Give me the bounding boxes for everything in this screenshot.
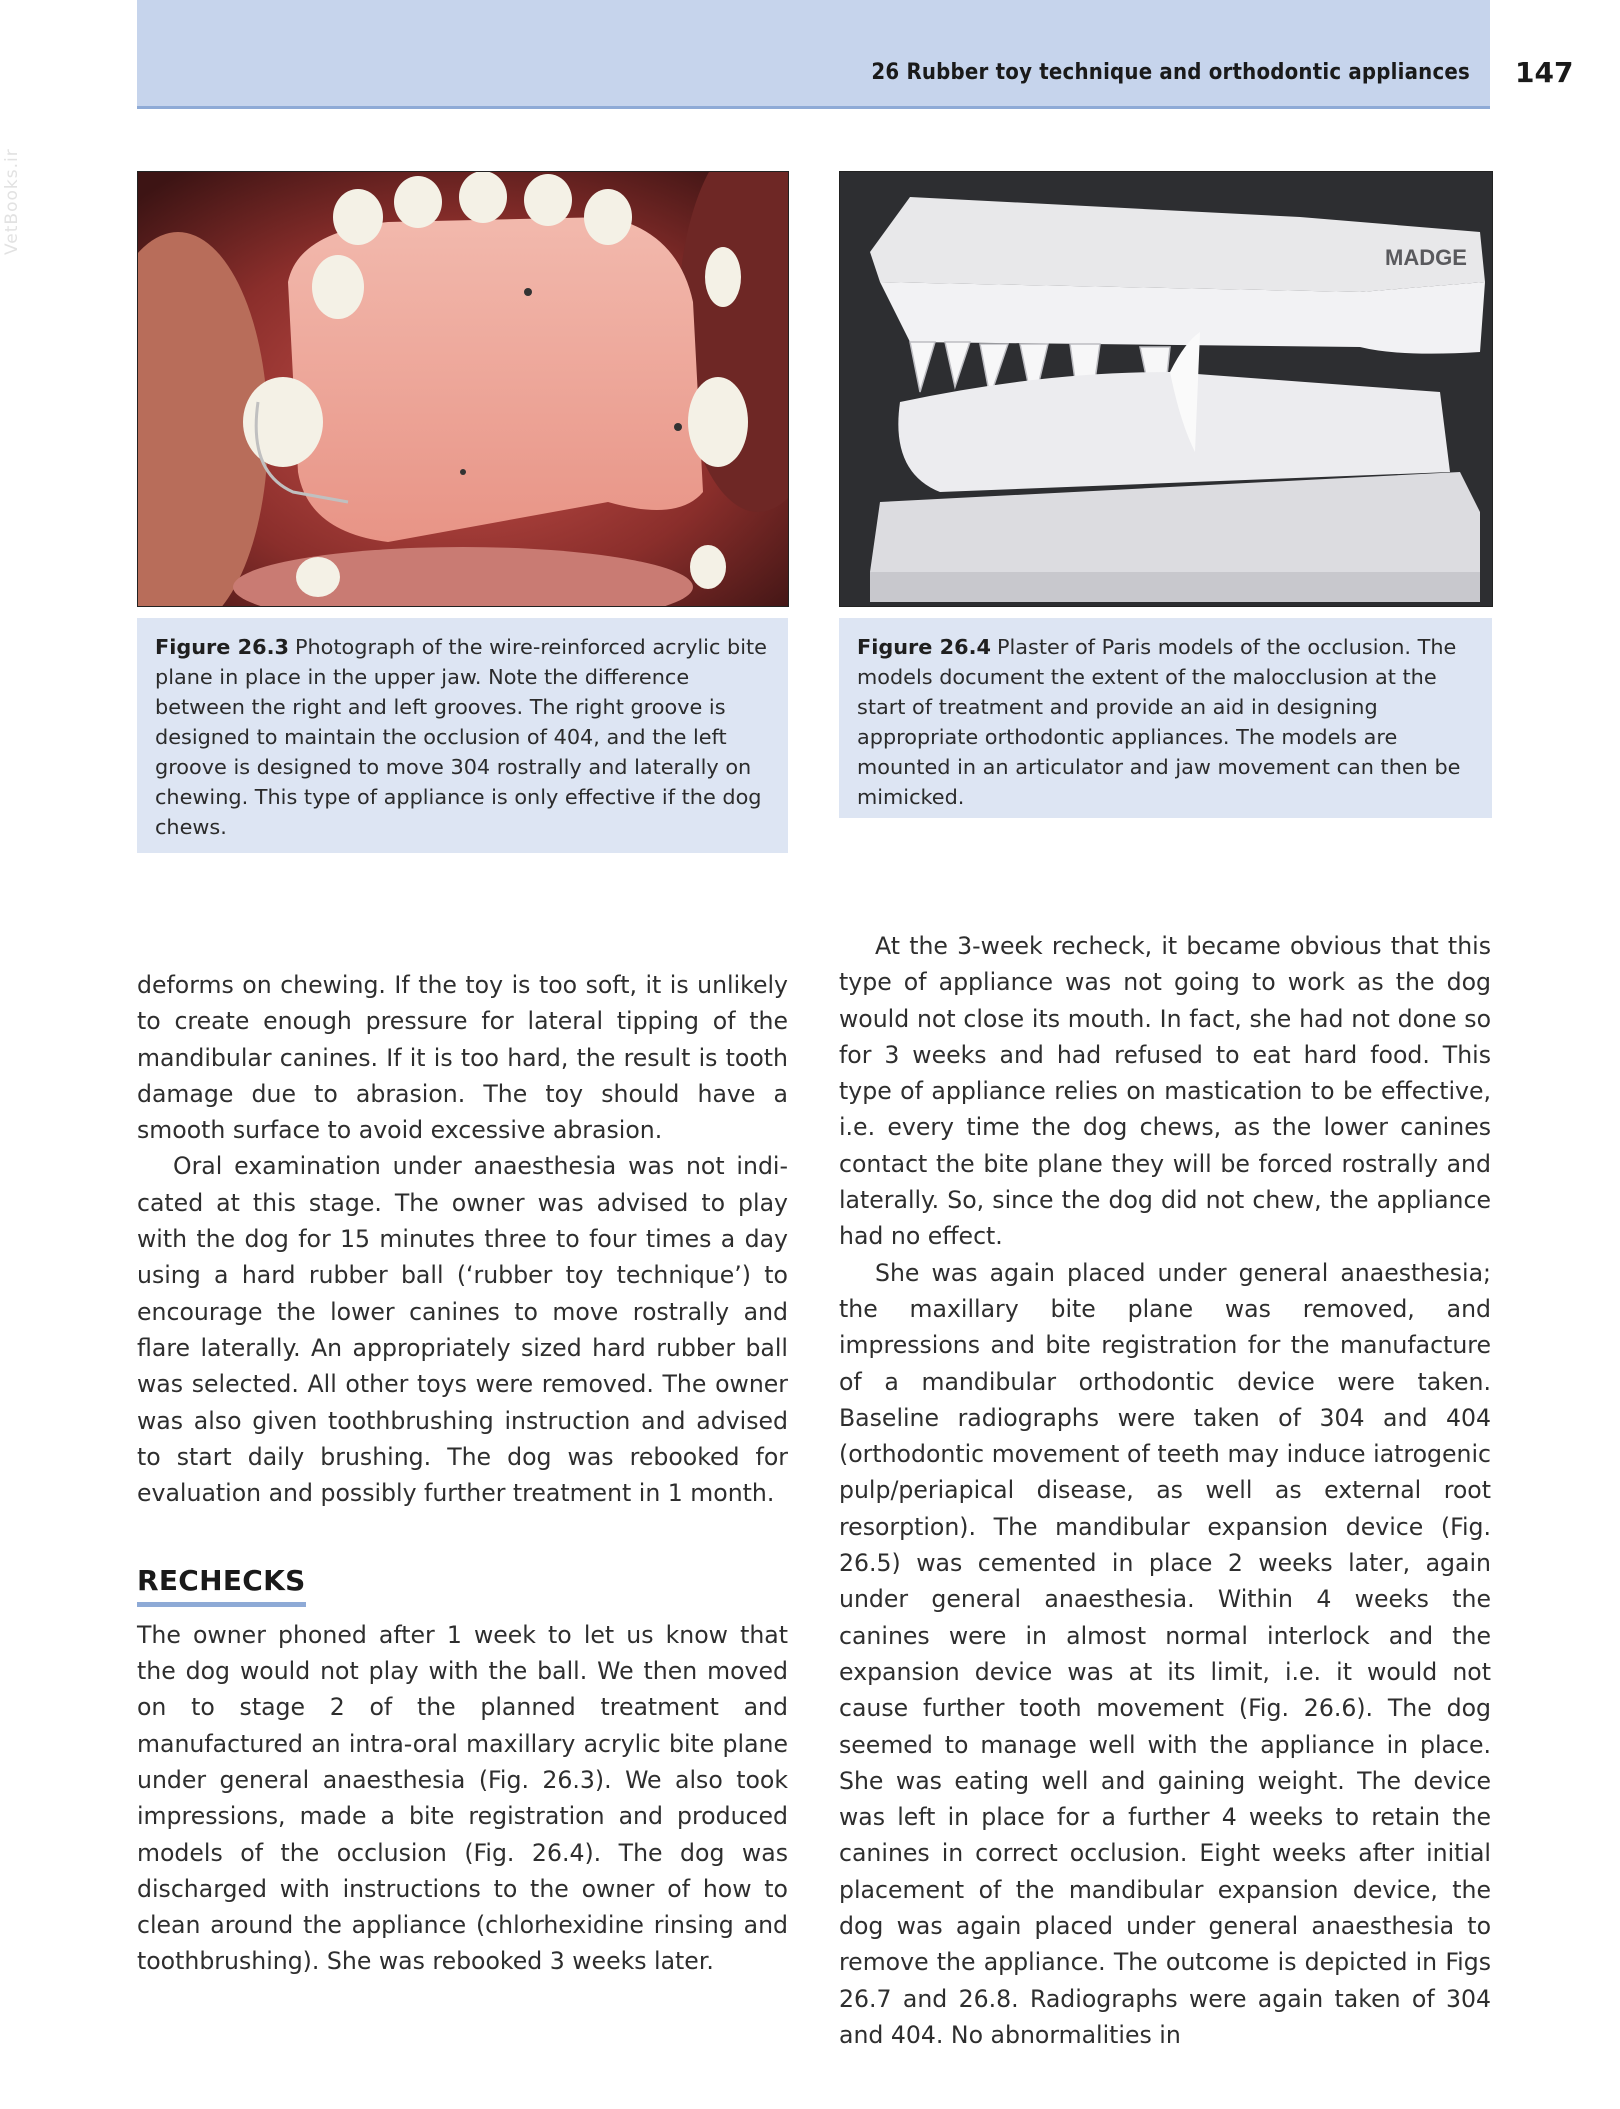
page-number: 147 — [1515, 56, 1574, 89]
body-paragraph: She was again placed under general anaesthesia; the maxillary bite plane was removed, and impressions and bite registration for the manufacture of a mandibular orthodontic device were taken. Baseline radiographs were taken of 304 and 404 (orthodontic movement of teeth may induce iatrogenic pulp/periapical disease, as well as external root resorption). The mandibular expansion device (Fig. 26.5) was cemented in place 2 weeks later, again under general anaesthesia. Within 4 weeks the canines were in almost normal interlock and the expansion device was at its limit, i.e. it would not cause further tooth movement (Fig. 26.6). The dog seemed to manage well with the appliance in place. She was eating well and gaining weight. The device was left in place for a further 4 weeks to retain the canines in correct occlusion. Eight weeks after initial placement of the mandibular expansion device, the dog was again placed under general anaesthesia to remove the appliance. The outcome is depicted in Figs 26.7 and 26.8. Radiographs were again taken of 304 and 404. No abnormalities in — [839, 1258, 1491, 2049]
figure-label: Figure 26.3 — [155, 635, 289, 659]
chapter-title: 26 Rubber toy technique and orthodontic appliances — [871, 60, 1470, 85]
figure-label: Figure 26.4 — [857, 635, 991, 659]
right-column — [839, 928, 1491, 2053]
madge-label: MADGE — [1385, 245, 1467, 270]
body-paragraph: The owner phoned after 1 week to let us know that the dog would not play with the ball. We then moved on to stage 2 of the planned treatment and manufactured an intra-oral maxillary acrylic bite plane under general anaesthesia (Fig. 26.3). We also took impressions, made a bite registration and produced models of the occlusion (Fig. 26.4). The dog was discharged with instructions to the owner of how to clean around the appliance (chlorhexidine rinsing and toothbrushing). She was rebooked 3 weeks later. — [137, 1620, 788, 1976]
caption-text: Plaster of Paris models of the occlusion. The models document the extent of the malocclusion at the start of treatment and provide an aid in designing appropriate orthodontic appliances. The models are mounted in an articulator and jaw movement can then be mimicked. — [857, 635, 1461, 809]
figure-26-3-caption — [137, 618, 788, 853]
figure-26-4-caption — [839, 618, 1492, 818]
body-paragraph: deforms on chewing. If the toy is too soft, it is unlikely to create enough pressure for lateral tipping of the mandibular canines. If it is too hard, the result is tooth damage due to abrasion. The toy should have a smooth surface to avoid excessive abrasion. — [137, 971, 788, 1145]
body-paragraph: At the 3-week recheck, it became obvious that this type of appliance was not going to work as the dog would not close its mouth. In fact, she had not done so for 3 weeks and had refused to eat hard food. This type of appliance relies on mastication to be effective, i.e. every time the dog chews, as the lower canines contact the bite plane they will be forced rostrally and laterally. So, since the dog did not chew, the appliance had no effect. — [839, 932, 1491, 1251]
caption-text: Photograph of the wire-reinforced acrylic bite plane in place in the upper jaw. Note the difference between the right and left grooves. The right groove is designed to maintain the occlusion of 404, and the left groove is designed to move 304 rostrally and laterally on chewing. This type of appliance is only effective if the dog chews. — [155, 635, 767, 839]
mouth-photo-illustration — [138, 172, 788, 606]
plaster-model-illustration — [840, 172, 1492, 606]
figure-26-3-photo — [137, 171, 789, 607]
figure-26-4-photo — [839, 171, 1493, 607]
watermark: VetBooks.ir — [2, 148, 22, 255]
section-heading-rechecks: RECHECKS — [137, 1563, 306, 1606]
body-paragraph: Oral examination under anaesthesia was not indicated at this stage. The owner was advised to play with the dog for 15 minutes three to four times a day using a hard rubber ball (‘rubber toy technique’) to encourage the lower canines to move rostrally and flare laterally. An appropriately sized hard rubber ball was selected. All other toys were removed. The owner was also given toothbrushing instruction and advised to start daily brushing. The dog was rebooked for evaluation and possibly further treatment in 1 month. — [137, 1152, 788, 1508]
left-column — [137, 967, 788, 1980]
running-header — [137, 0, 1490, 109]
